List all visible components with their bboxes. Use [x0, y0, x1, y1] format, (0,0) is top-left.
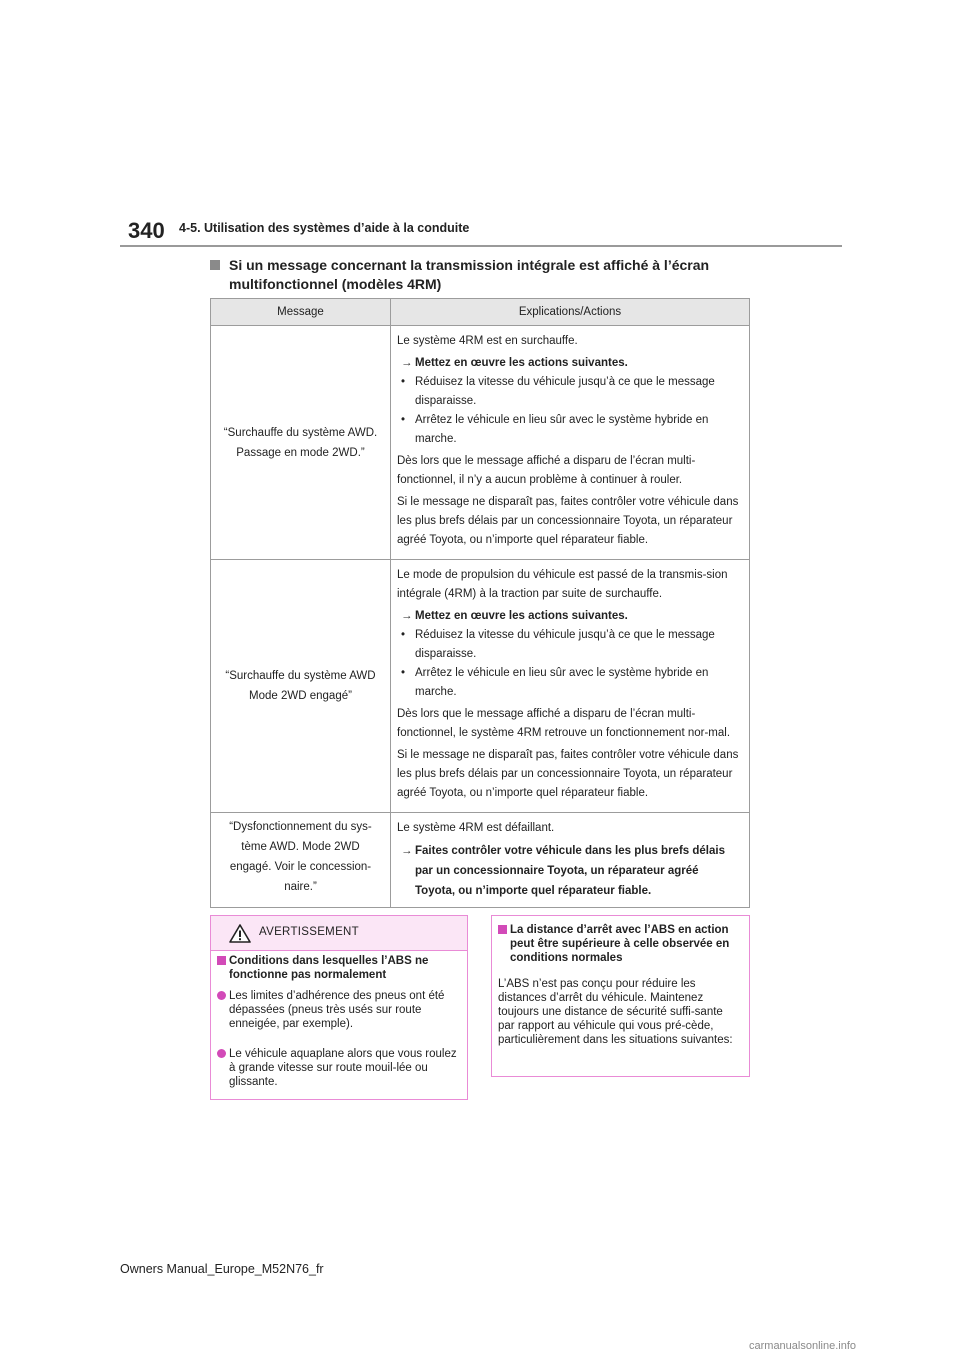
warning-subheading-text: Conditions dans lesquelles l’ABS ne fonctionne pas normalement — [229, 955, 429, 981]
warning-header — [211, 916, 467, 951]
bullet-icon: • — [401, 414, 406, 426]
explanation-paragraph: Si le message ne disparaît pas, faites contrôler votre véhicule dans les plus brefs délais par un concessionnaire Toyota, un réparateur agréé Toyota, ou n’importe quel réparateur fiable. — [397, 496, 739, 546]
explanation-paragraph: Dès lors que le message affiché a disparu de l’écran multi-fonctionnel, il n’y a aucun problème à continuer à rouler. — [397, 455, 696, 486]
section-title: 4-5. Utilisation des systèmes d’aide à la conduite — [179, 221, 470, 235]
arrow-right-icon: → — [401, 357, 413, 369]
bullet-icon: • — [401, 629, 406, 641]
abs-distance-box — [491, 915, 750, 1077]
bullet-icon: • — [401, 376, 406, 388]
warning-subheading — [217, 954, 461, 982]
footer-text: Owners Manual_Europe_M52N76_fr — [120, 1262, 324, 1276]
column-header-message: Message — [211, 299, 391, 326]
message-text: “Surchauffe du système AWD. — [223, 426, 378, 439]
bullet-icon: • — [401, 667, 406, 679]
table-row — [211, 326, 750, 560]
message-cell — [211, 326, 391, 560]
warning-item-text: Les limites d’adhérence des pneus ont été dépassées (pneus très usés sur route enneigée, par exemple). — [229, 990, 445, 1030]
section-heading — [210, 256, 750, 294]
action-text: Faites contrôler votre véhicule dans les plus brefs délais par un concessionnaire Toyota, un réparateur agréé Toyota, ou n’importe quel réparateur fiable. — [415, 845, 725, 897]
warning-label: AVERTISSEMENT — [259, 926, 359, 938]
list-item — [397, 626, 741, 664]
message-text: “Surchauffe du système AWD — [225, 670, 376, 682]
header-divider — [120, 245, 842, 247]
explanation-cell — [391, 326, 750, 560]
explanation-paragraph: Si le message ne disparaît pas, faites contrôler votre véhicule dans les plus brefs délais par un concessionnaire Toyota, un réparateur agréé Toyota, ou n’importe quel réparateur fiable. — [397, 749, 739, 799]
list-item — [397, 411, 741, 449]
message-text: naire.” — [284, 881, 317, 893]
message-text: “Dysfonctionnement du sys- — [229, 821, 372, 833]
explanation-cell — [391, 813, 750, 908]
list-item — [397, 373, 741, 411]
list-item — [397, 664, 741, 702]
explanation-intro: Le système 4RM est défaillant. — [397, 822, 555, 834]
arrow-right-icon: → — [401, 845, 413, 857]
abs-body-text: L’ABS n’est pas conçu pour réduire les distances d’arrêt du véhicule. Maintenez toujours une distance de sécurité suffi-sante par rapport au véhicule qui vous pré-cède, particulièrement dans les situations suivantes: — [498, 978, 733, 1046]
section-heading-text: Si un message concernant la transmission intégrale est affiché à l’écran multifonctionnel (modèles 4RM) — [229, 257, 710, 292]
explanation-paragraph: Dès lors que le message affiché a disparu de l’écran multi-fonctionnel, le système 4RM retrouve un fonctionnement nor-mal. — [397, 708, 731, 739]
action-line — [397, 841, 741, 901]
action-text: Mettez en œuvre les actions suivantes. — [415, 357, 628, 369]
message-cell — [211, 560, 391, 813]
abs-heading — [498, 923, 742, 965]
warning-item — [217, 1047, 461, 1089]
table-row — [211, 813, 750, 908]
action-line — [397, 607, 741, 626]
message-table — [210, 298, 750, 908]
explanation-cell — [391, 560, 750, 813]
message-text: Mode 2WD engagé” — [249, 690, 352, 702]
list-item-text: Réduisez la vitesse du véhicule jusqu’à ce que le message disparaisse. — [415, 376, 715, 407]
action-line — [397, 354, 741, 373]
action-text: Mettez en œuvre les actions suivantes. — [415, 610, 628, 622]
arrow-right-icon: → — [401, 610, 413, 622]
square-bullet-icon — [210, 260, 220, 270]
explanation-intro: Le mode de propulsion du véhicule est passé de la transmis-sion intégrale (4RM) à la traction par suite de surchauffe. — [397, 569, 728, 600]
square-bullet-icon — [217, 956, 226, 965]
message-text: Passage en mode 2WD.” — [236, 446, 365, 459]
page-number: 340 — [128, 218, 165, 243]
column-header-explications: Explications/Actions — [391, 299, 750, 326]
square-bullet-icon — [498, 925, 507, 934]
list-item-text: Réduisez la vitesse du véhicule jusqu’à ce que le message disparaisse. — [415, 629, 715, 660]
warning-triangle-icon — [229, 924, 251, 943]
list-item-text: Arrêtez le véhicule en lieu sûr avec le système hybride en marche. — [415, 667, 709, 698]
warning-item — [217, 989, 461, 1031]
warning-box — [210, 915, 468, 1100]
message-text: engagé. Voir le concession- — [229, 861, 372, 873]
message-text: tème AWD. Mode 2WD — [241, 841, 360, 853]
explanation-intro: Le système 4RM est en surchauffe. — [397, 335, 578, 347]
circle-bullet-icon — [217, 1049, 226, 1058]
warning-item-text: Le véhicule aquaplane alors que vous roulez à grande vitesse sur route mouil-lée ou glissante. — [229, 1048, 457, 1088]
list-item-text: Arrêtez le véhicule en lieu sûr avec le système hybride en marche. — [415, 414, 709, 445]
abs-heading-text: La distance d’arrêt avec l’ABS en action peut être supérieure à celle observée en conditions normales — [510, 924, 730, 964]
watermark: carmanualsonline.info — [749, 1340, 857, 1352]
table-row — [211, 560, 750, 813]
table-header-row — [211, 299, 750, 326]
circle-bullet-icon — [217, 991, 226, 1000]
message-cell — [211, 813, 391, 908]
